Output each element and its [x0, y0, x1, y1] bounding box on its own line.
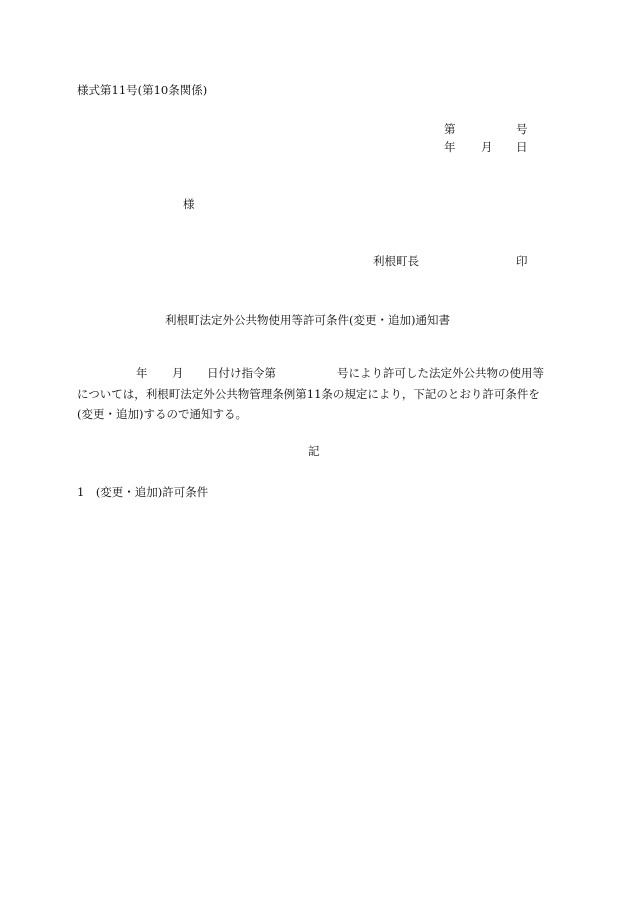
issuer-title: 利根町長 [373, 254, 419, 268]
list-item: 1 (変更・追加)許可条件 [77, 485, 209, 499]
body-year-label: 年 [136, 366, 148, 380]
document-title: 利根町法定外公共物使用等許可条件(変更・追加)通知書 [165, 313, 450, 327]
seal-mark: 印 [516, 254, 528, 268]
ki-heading: 記 [308, 444, 320, 458]
date-year-label: 年 [444, 140, 456, 154]
document-number-prefix: 第 [444, 122, 456, 136]
date-day-label: 日 [516, 140, 528, 154]
body-line-1: 号により許可した法定外公共物の使用等 [337, 366, 544, 380]
form-number: 様式第11号(第10条関係) [77, 83, 208, 97]
body-month-label: 月 [172, 366, 184, 380]
date-month-label: 月 [481, 140, 493, 154]
body-line-2: については，利根町法定外公共物管理条例第11条の規定により，下記のとおり許可条件を [77, 387, 540, 401]
addressee-honorific: 様 [183, 197, 195, 211]
body-line-3: (変更・追加)するので通知する。 [77, 407, 247, 421]
document-number-suffix: 号 [516, 122, 528, 136]
body-date-reference: 日付け指令第 [207, 366, 276, 380]
